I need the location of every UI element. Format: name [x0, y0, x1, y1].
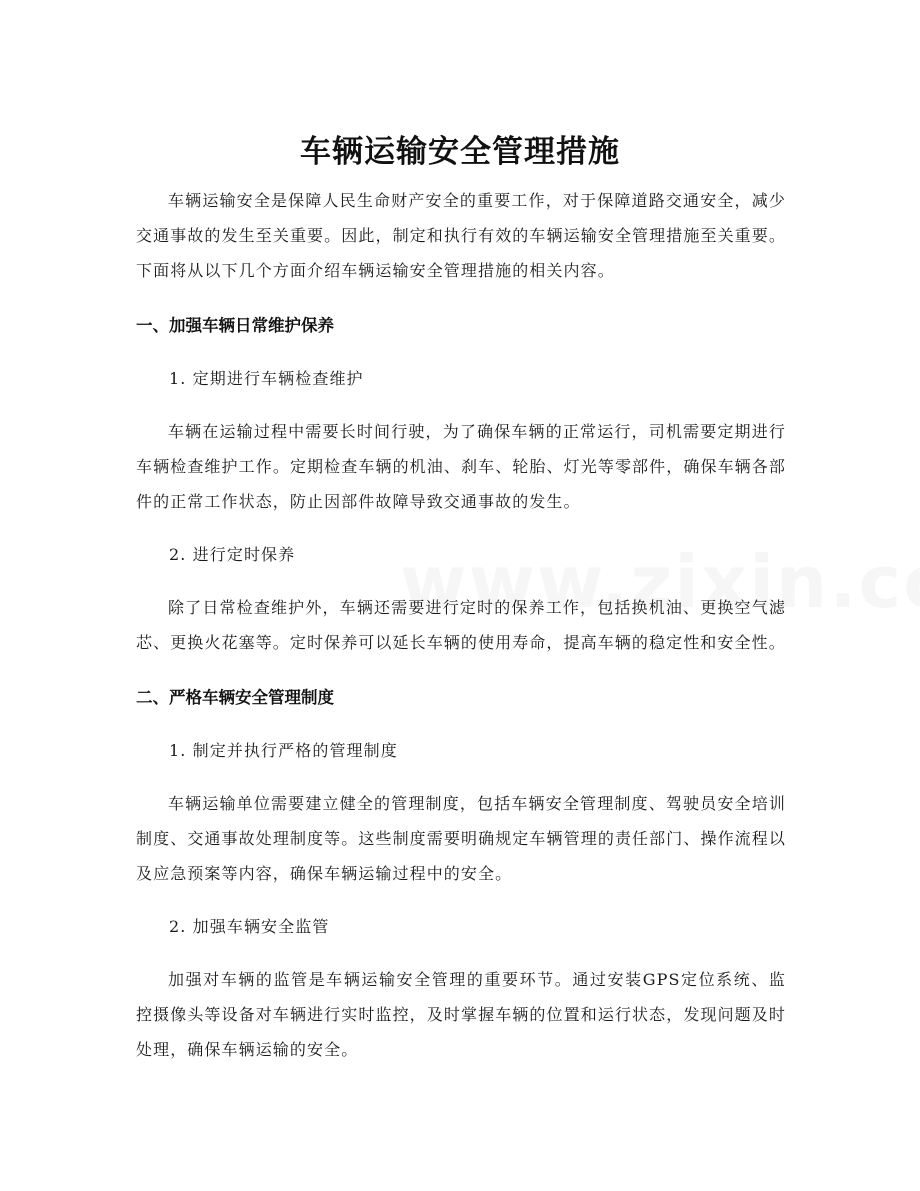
subsection-heading: 2. 加强车辆安全监管	[169, 917, 330, 936]
subsection-heading: 2. 进行定时保养	[169, 545, 296, 564]
subsection-paragraph: 车辆运输单位需要建立健全的管理制度，包括车辆安全管理制度、驾驶员安全培训制度、交通事故处理制度等。这些制度需要明确规定车辆管理的责任部门、操作流程以及应急预案等内容，确保车辆运输过程中的安全。	[136, 794, 786, 883]
subsection-paragraph: 加强对车辆的监管是车辆运输安全管理的重要环节。通过安装GPS定位系统、监控摄像头等设备对车辆进行实时监控，及时掌握车辆的位置和运行状态，发现问题及时处理，确保车辆运输的安全。	[136, 970, 786, 1059]
document-body	[136, 183, 786, 1067]
section-heading: 二、严格车辆安全管理制度	[136, 688, 334, 707]
subsection-paragraph: 除了日常检查维护外，车辆还需要进行定时的保养工作，包括换机油、更换空气滤芯、更换火花塞等。定时保养可以延长车辆的使用寿命，提高车辆的稳定性和安全性。	[136, 598, 786, 652]
section-heading: 一、加强车辆日常维护保养	[136, 316, 334, 335]
subsection-paragraph: 车辆在运输过程中需要长时间行驶，为了确保车辆的正常运行，司机需要定期进行车辆检查维护工作。定期检查车辆的机油、刹车、轮胎、灯光等零部件，确保车辆各部件的正常工作状态，防止因部件故障导致交通事故的发生。	[136, 422, 786, 511]
subsection-heading: 1. 定期进行车辆检查维护	[169, 369, 364, 388]
intro-paragraph: 车辆运输安全是保障人民生命财产安全的重要工作，对于保障道路交通安全，减少交通事故的发生至关重要。因此，制定和执行有效的车辆运输安全管理措施至关重要。下面将从以下几个方面介绍车辆运输安全管理措施的相关内容。	[136, 191, 786, 280]
subsection-heading: 1. 制定并执行严格的管理制度	[169, 741, 398, 760]
document-title: 车辆运输安全管理措施	[300, 133, 620, 170]
